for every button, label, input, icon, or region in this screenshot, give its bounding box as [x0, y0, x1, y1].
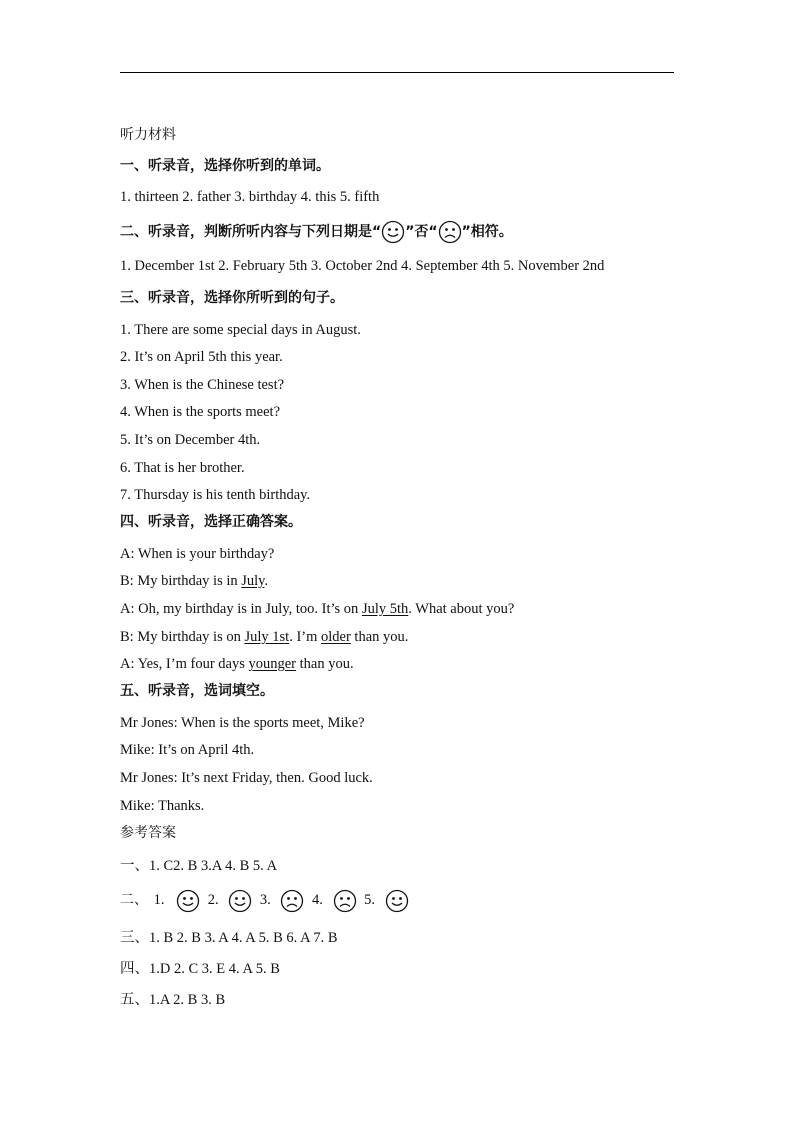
dialogue-line: Mike: Thanks. — [120, 798, 205, 814]
answer-number: 4. — [312, 892, 323, 908]
answer-line-1: 一、1. C2. B 3.A 4. B 5. A — [120, 858, 278, 874]
dialogue-line — [120, 600, 514, 618]
dialogue-line — [120, 572, 268, 590]
section-2-heading — [120, 220, 513, 244]
dialogue-text: . — [264, 573, 269, 589]
sentence: 3. When is the Chinese test? — [120, 377, 285, 393]
sentence: 2. It’s on April 5th this year. — [120, 349, 283, 365]
section-1-heading: 一、听录音，选择你听到的单词。 — [120, 158, 330, 174]
section-2-heading-part: 二、听录音，判断所听内容与下列日期是“ — [120, 224, 382, 240]
header-rule — [120, 72, 674, 73]
dialogue-text: . What about you? — [408, 601, 515, 617]
section-1-words: 1. thirteen 2. father 3. birthday 4. this 5. fifth — [120, 189, 380, 205]
section-3-heading: 三、听录音，选择你所听到的句子。 — [120, 290, 344, 306]
smile-icon — [385, 889, 409, 913]
dialogue-line: A: When is your birthday? — [120, 546, 275, 562]
answer-number: 2. — [207, 892, 219, 908]
sentence: 6. That is her brother. — [120, 460, 245, 476]
answer-item — [208, 886, 257, 914]
frown-icon — [280, 889, 304, 913]
dialogue-text: than you. — [296, 656, 354, 672]
answer-number: 3. — [259, 892, 271, 908]
dialogue-line — [120, 628, 408, 646]
answer-item — [312, 886, 361, 914]
answer-number: 5. — [364, 892, 375, 908]
answer-item — [364, 886, 409, 914]
section-4-heading: 四、听录音，选择正确答案。 — [120, 514, 302, 530]
answer-line-2 — [120, 886, 409, 914]
page-title: 听力材料 — [120, 127, 176, 143]
dialogue-text: than you. — [350, 629, 409, 645]
answer-line-5: 五、1.A 2. B 3. B — [120, 992, 226, 1008]
dialogue-text: . I’m — [289, 629, 321, 645]
answer-line-3: 三、1. B 2. B 3. A 4. A 5. B 6. A 7. B — [120, 930, 338, 946]
answer-item — [260, 886, 309, 914]
underlined-answer: July 1st — [244, 629, 290, 645]
answer-prefix: 二、 — [120, 892, 148, 908]
smile-icon — [381, 220, 405, 244]
dialogue-line: Mike: It’s on April 4th. — [120, 742, 255, 758]
underlined-answer: older — [321, 629, 351, 645]
underlined-answer: July 5th — [361, 601, 409, 617]
sentence: 5. It’s on December 4th. — [120, 432, 261, 448]
answer-line-4: 四、1.D 2. C 3. E 4. A 5. B — [120, 961, 280, 977]
frown-icon — [438, 220, 462, 244]
dialogue-text: B: My birthday is on — [120, 629, 245, 645]
section-5-heading: 五、听录音，选词填空。 — [120, 683, 274, 699]
underlined-answer: younger — [248, 656, 296, 672]
smile-icon — [176, 889, 200, 913]
section-2-heading-part: ”相符。 — [461, 224, 513, 240]
dialogue-text: B: My birthday is in — [120, 573, 242, 589]
sentence: 1. There are some special days in August. — [120, 322, 361, 338]
answer-number: 1. — [153, 892, 165, 908]
dialogue-text: A: Oh, my birthday is in July, too. It’s on — [120, 601, 362, 617]
dialogue-line: Mr Jones: When is the sports meet, Mike? — [120, 715, 365, 731]
dialogue-text: A: Yes, I’m four days — [120, 656, 249, 672]
section-2-heading-part: ”否“ — [405, 224, 438, 240]
sentence: 4. When is the sports meet? — [120, 404, 281, 420]
dialogue-line — [120, 655, 354, 673]
answers-title: 参考答案 — [120, 825, 176, 841]
answer-item — [154, 886, 205, 914]
smile-icon — [228, 889, 252, 913]
frown-icon — [333, 889, 357, 913]
dialogue-line: Mr Jones: It’s next Friday, then. Good luck. — [120, 770, 373, 786]
sentence: 7. Thursday is his tenth birthday. — [120, 487, 311, 503]
section-2-dates: 1. December 1st 2. February 5th 3. October 2nd 4. September 4th 5. November 2nd — [120, 258, 605, 274]
underlined-answer: July — [241, 573, 265, 589]
